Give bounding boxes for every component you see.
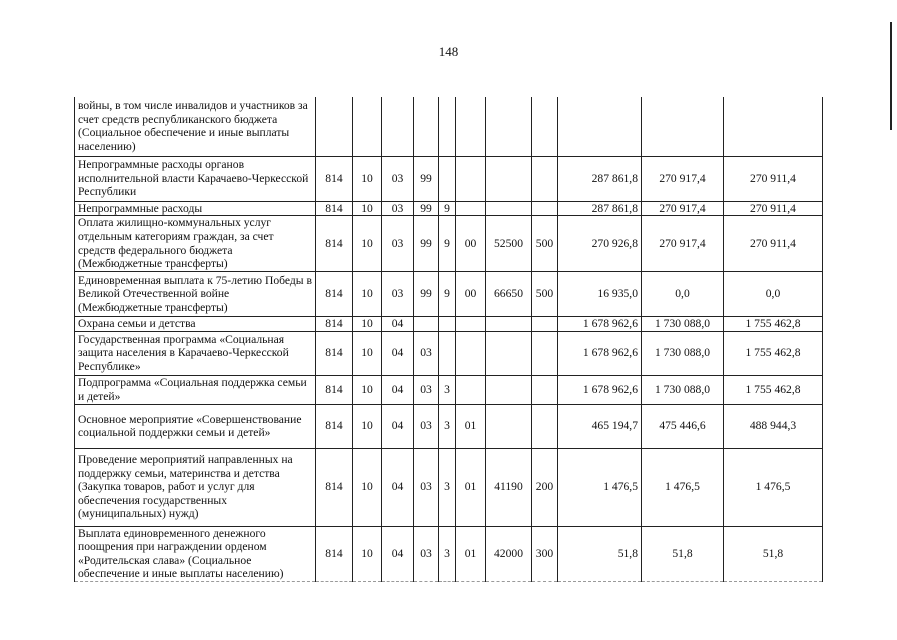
table-row bbox=[75, 201, 823, 216]
code-subprogram bbox=[439, 317, 456, 332]
amount-year-1: 51,8 bbox=[558, 526, 642, 581]
table-row bbox=[75, 317, 823, 332]
amount-year-1: 1 678 962,6 bbox=[558, 317, 642, 332]
code-subsection: 04 bbox=[382, 404, 414, 448]
code-section: 10 bbox=[353, 317, 382, 332]
code-subsection: 04 bbox=[382, 526, 414, 581]
code-subsection: 03 bbox=[382, 216, 414, 272]
code-subsection: 03 bbox=[382, 201, 414, 216]
code-program: 03 bbox=[414, 526, 439, 581]
code-program: 03 bbox=[414, 448, 439, 526]
code-expense-type: 300 bbox=[532, 526, 558, 581]
code-expense-type bbox=[532, 317, 558, 332]
amount-year-3: 488 944,3 bbox=[724, 404, 823, 448]
code-expense-type bbox=[532, 331, 558, 375]
code-expense-type: 200 bbox=[532, 448, 558, 526]
code-admin: 814 bbox=[316, 404, 353, 448]
code-section: 10 bbox=[353, 331, 382, 375]
table-row bbox=[75, 375, 823, 404]
code-direction: 52500 bbox=[486, 216, 532, 272]
row-name: Государственная программа «Социальная защита населения в Карачаево-Черкесской Республике» bbox=[75, 331, 316, 375]
amount-year-2: 475 446,6 bbox=[642, 404, 724, 448]
code-expense-type bbox=[532, 375, 558, 404]
amount-year-2: 270 917,4 bbox=[642, 216, 724, 272]
code-direction bbox=[486, 97, 532, 156]
amount-year-2: 270 917,4 bbox=[642, 201, 724, 216]
code-admin: 814 bbox=[316, 272, 353, 317]
code-direction: 41190 bbox=[486, 448, 532, 526]
table-row bbox=[75, 216, 823, 272]
code-expense-type: 500 bbox=[532, 272, 558, 317]
code-program bbox=[414, 97, 439, 156]
code-section: 10 bbox=[353, 156, 382, 201]
amount-year-1: 1 476,5 bbox=[558, 448, 642, 526]
table-row bbox=[75, 272, 823, 317]
code-subsection: 04 bbox=[382, 331, 414, 375]
code-direction bbox=[486, 201, 532, 216]
amount-year-1: 16 935,0 bbox=[558, 272, 642, 317]
code-admin: 814 bbox=[316, 375, 353, 404]
row-name: Оплата жилищно-коммунальных услуг отдельным категориям граждан, за счет средств федерального бюджета (Межбюджетные трансферты) bbox=[75, 216, 316, 272]
code-subprogram bbox=[439, 156, 456, 201]
code-expense-type bbox=[532, 156, 558, 201]
code-subsection: 03 bbox=[382, 156, 414, 201]
amount-year-3: 270 911,4 bbox=[724, 156, 823, 201]
table-row bbox=[75, 331, 823, 375]
code-activity: 00 bbox=[456, 272, 486, 317]
code-program: 99 bbox=[414, 216, 439, 272]
code-section: 10 bbox=[353, 404, 382, 448]
code-activity bbox=[456, 375, 486, 404]
code-admin: 814 bbox=[316, 526, 353, 581]
code-direction bbox=[486, 375, 532, 404]
row-name: Подпрограмма «Социальная поддержка семьи и детей» bbox=[75, 375, 316, 404]
code-section: 10 bbox=[353, 201, 382, 216]
amount-year-2: 1 730 088,0 bbox=[642, 331, 724, 375]
amount-year-1: 287 861,8 bbox=[558, 156, 642, 201]
code-subprogram: 9 bbox=[439, 216, 456, 272]
amount-year-3: 1 755 462,8 bbox=[724, 375, 823, 404]
code-direction bbox=[486, 404, 532, 448]
amount-year-2: 0,0 bbox=[642, 272, 724, 317]
code-subprogram: 3 bbox=[439, 404, 456, 448]
code-section bbox=[353, 97, 382, 156]
code-subprogram: 9 bbox=[439, 272, 456, 317]
code-activity bbox=[456, 156, 486, 201]
code-direction bbox=[486, 156, 532, 201]
code-section: 10 bbox=[353, 375, 382, 404]
code-direction: 42000 bbox=[486, 526, 532, 581]
code-program: 99 bbox=[414, 272, 439, 317]
amount-year-1 bbox=[558, 97, 642, 156]
code-subprogram: 3 bbox=[439, 526, 456, 581]
amount-year-2: 1 730 088,0 bbox=[642, 317, 724, 332]
code-admin: 814 bbox=[316, 201, 353, 216]
code-expense-type bbox=[532, 201, 558, 216]
code-program: 03 bbox=[414, 404, 439, 448]
table-row bbox=[75, 448, 823, 526]
code-activity bbox=[456, 317, 486, 332]
amount-year-3 bbox=[724, 97, 823, 156]
code-admin: 814 bbox=[316, 317, 353, 332]
row-name: Непрограммные расходы bbox=[75, 201, 316, 216]
table-row bbox=[75, 404, 823, 448]
code-subsection: 04 bbox=[382, 317, 414, 332]
amount-year-3: 1 755 462,8 bbox=[724, 331, 823, 375]
code-program: 03 bbox=[414, 331, 439, 375]
row-name: Проведение мероприятий направленных на поддержку семьи, материнства и детства (Закупка товаров, работ и услуг для обеспечения государственных (муниципальных) нужд) bbox=[75, 448, 316, 526]
code-direction bbox=[486, 317, 532, 332]
code-subprogram bbox=[439, 331, 456, 375]
code-subprogram: 3 bbox=[439, 375, 456, 404]
code-direction: 66650 bbox=[486, 272, 532, 317]
amount-year-1: 270 926,8 bbox=[558, 216, 642, 272]
code-activity bbox=[456, 331, 486, 375]
code-subprogram: 3 bbox=[439, 448, 456, 526]
code-program: 03 bbox=[414, 375, 439, 404]
table-row bbox=[75, 156, 823, 201]
code-activity bbox=[456, 201, 486, 216]
code-activity bbox=[456, 97, 486, 156]
code-expense-type bbox=[532, 404, 558, 448]
amount-year-3: 1 476,5 bbox=[724, 448, 823, 526]
amount-year-1: 1 678 962,6 bbox=[558, 331, 642, 375]
code-admin: 814 bbox=[316, 156, 353, 201]
row-name: Непрограммные расходы органов исполнительной власти Карачаево-Черкесской Республики bbox=[75, 156, 316, 201]
amount-year-2: 51,8 bbox=[642, 526, 724, 581]
table-row bbox=[75, 97, 823, 156]
amount-year-2: 1 730 088,0 bbox=[642, 375, 724, 404]
amount-year-3: 270 911,4 bbox=[724, 201, 823, 216]
amount-year-3: 270 911,4 bbox=[724, 216, 823, 272]
code-direction bbox=[486, 331, 532, 375]
row-name: войны, в том числе инвалидов и участников за счет средств республиканского бюджета (Социальное обеспечение и иные выплаты населению) bbox=[75, 97, 316, 156]
code-subprogram: 9 bbox=[439, 201, 456, 216]
amount-year-1: 287 861,8 bbox=[558, 201, 642, 216]
amount-year-3: 51,8 bbox=[724, 526, 823, 581]
code-activity: 00 bbox=[456, 216, 486, 272]
row-name: Охрана семьи и детства bbox=[75, 317, 316, 332]
amount-year-3: 0,0 bbox=[724, 272, 823, 317]
code-admin: 814 bbox=[316, 216, 353, 272]
amount-year-3: 1 755 462,8 bbox=[724, 317, 823, 332]
code-subsection: 03 bbox=[382, 272, 414, 317]
code-admin: 814 bbox=[316, 448, 353, 526]
row-name: Выплата единовременного денежного поощрения при награждении орденом «Родительская слава» (Социальное обеспечение и иные выплаты населению) bbox=[75, 526, 316, 581]
row-name: Основное мероприятие «Совершенствование социальной поддержки семьи и детей» bbox=[75, 404, 316, 448]
code-expense-type bbox=[532, 97, 558, 156]
code-expense-type: 500 bbox=[532, 216, 558, 272]
code-subsection: 04 bbox=[382, 448, 414, 526]
code-subprogram bbox=[439, 97, 456, 156]
code-program: 99 bbox=[414, 156, 439, 201]
code-section: 10 bbox=[353, 448, 382, 526]
code-activity: 01 bbox=[456, 404, 486, 448]
code-admin bbox=[316, 97, 353, 156]
amount-year-2: 270 917,4 bbox=[642, 156, 724, 201]
code-program: 99 bbox=[414, 201, 439, 216]
page-number: 148 bbox=[438, 44, 459, 59]
amount-year-1: 1 678 962,6 bbox=[558, 375, 642, 404]
amount-year-2 bbox=[642, 97, 724, 156]
code-section: 10 bbox=[353, 272, 382, 317]
amount-year-1: 465 194,7 bbox=[558, 404, 642, 448]
code-subsection: 04 bbox=[382, 375, 414, 404]
row-name: Единовременная выплата к 75-летию Победы в Великой Отечественной войне (Межбюджетные трансферты) bbox=[75, 272, 316, 317]
code-section: 10 bbox=[353, 526, 382, 581]
budget-table bbox=[74, 97, 823, 582]
amount-year-2: 1 476,5 bbox=[642, 448, 724, 526]
page-edge-mark bbox=[890, 22, 892, 130]
code-section: 10 bbox=[353, 216, 382, 272]
code-activity: 01 bbox=[456, 526, 486, 581]
code-subsection bbox=[382, 97, 414, 156]
table-row bbox=[75, 526, 823, 581]
code-admin: 814 bbox=[316, 331, 353, 375]
code-activity: 01 bbox=[456, 448, 486, 526]
code-program bbox=[414, 317, 439, 332]
